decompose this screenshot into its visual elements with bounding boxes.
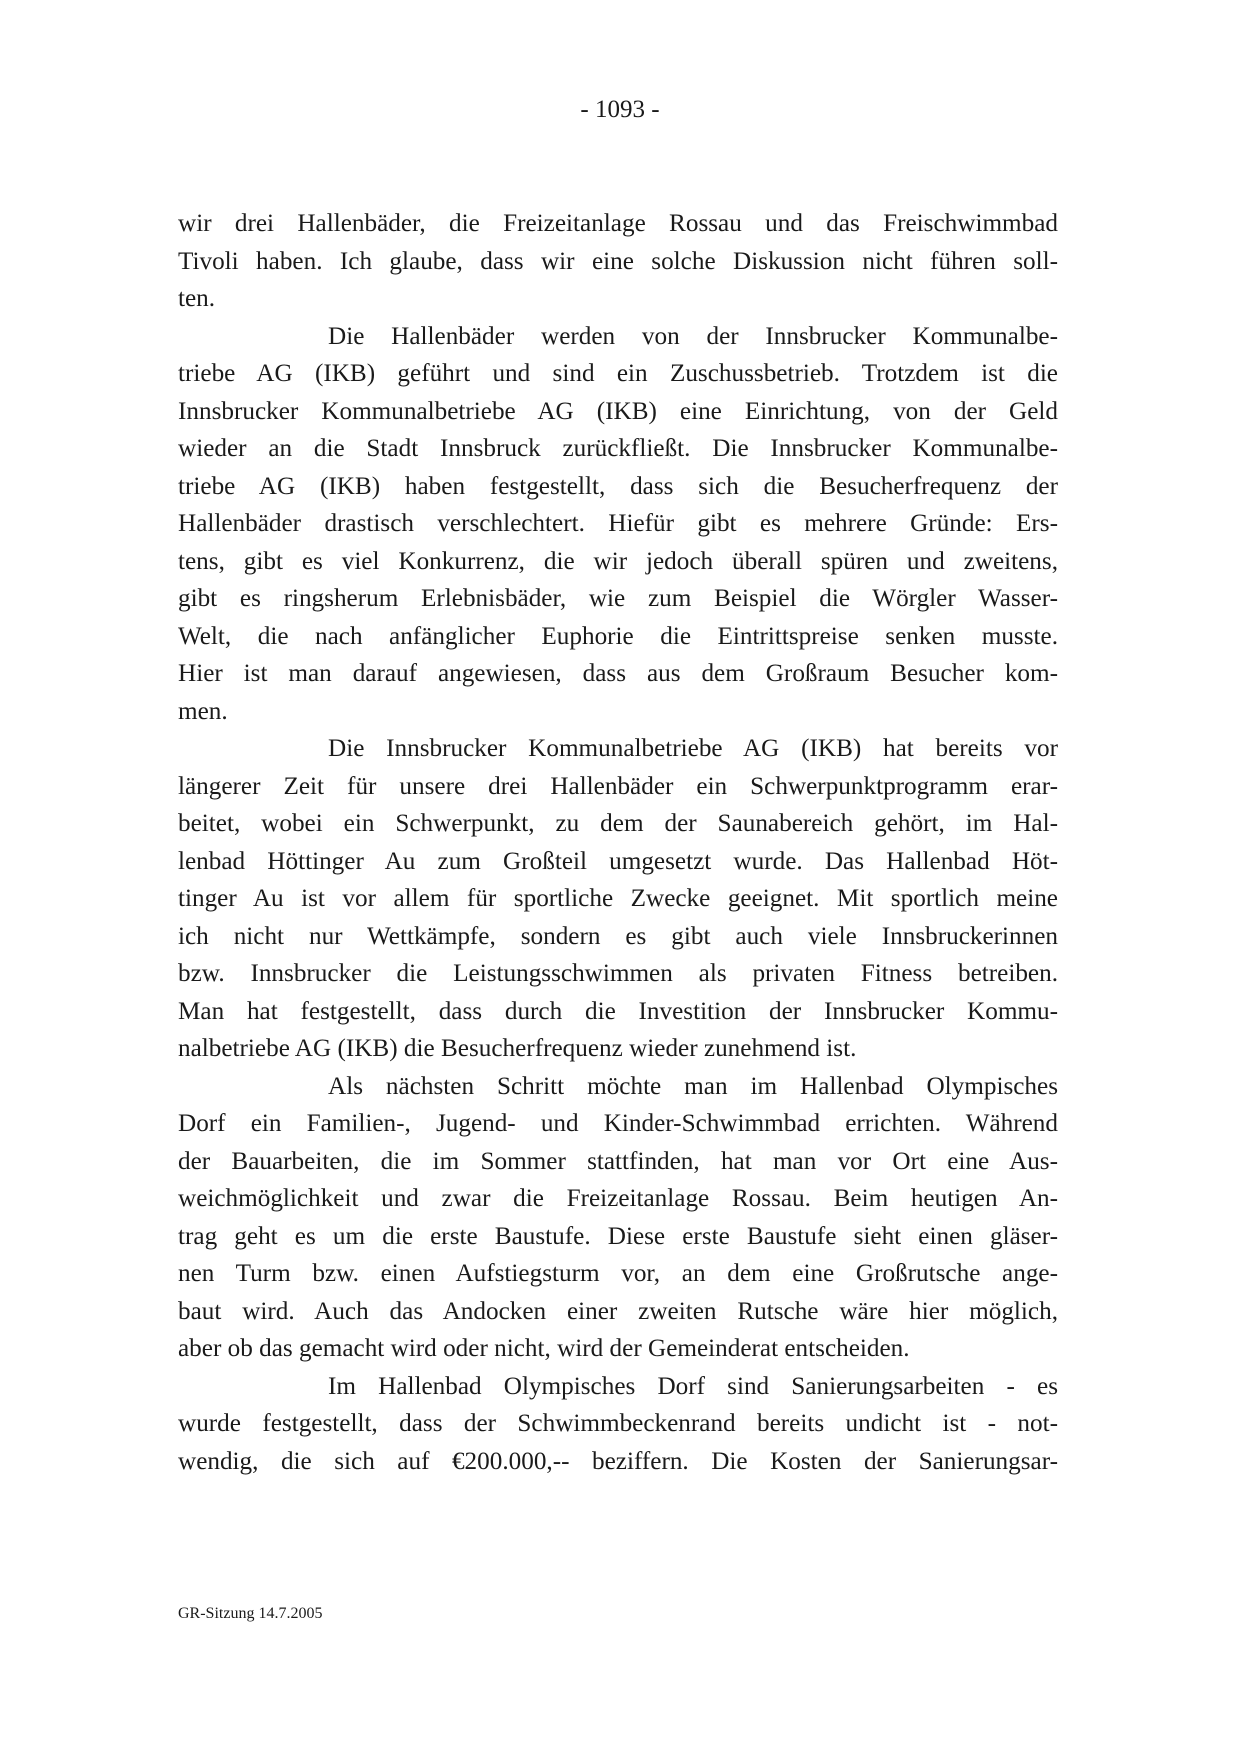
text-line: baut wird. Auch das Andocken einer zweiten Rutsche wäre hier möglich, (178, 1297, 1058, 1325)
text-line: beitet, wobei ein Schwerpunkt, zu dem der Saunabereich gehört, im Hal- (178, 810, 1058, 837)
text-line: der Bauarbeiten, die im Sommer stattfinden, hat man vor Ort eine Aus- (178, 1147, 1058, 1175)
text-line: Tivoli haben. Ich glaube, dass wir eine solche Diskussion nicht führen soll- (178, 247, 1058, 275)
text-line: Innsbrucker Kommunalbetriebe AG (IKB) eine Einrichtung, von der Geld (178, 397, 1058, 425)
text-line: weichmöglichkeit und zwar die Freizeitanlage Rossau. Beim heutigen An- (178, 1185, 1058, 1212)
text-line: tinger Au ist vor allem für sportliche Zwecke geeignet. Mit sportlich meine (178, 885, 1058, 912)
page-number: - 1093 - (580, 96, 660, 123)
text-line: wendig, die sich auf €200.000,-- beziffern. Die Kosten der Sanierungsar- (178, 1447, 1058, 1475)
text-line: nalbetriebe AG (IKB) die Besucherfrequenz wieder zunehmend ist. (178, 1035, 857, 1062)
text-line: lenbad Höttinger Au zum Großteil umgesetzt wurde. Das Hallenbad Höt- (178, 847, 1058, 875)
paragraph-first-line: Die Hallenbäder werden von der Innsbrucker Kommunalbe- (328, 322, 1058, 350)
text-line: wir drei Hallenbäder, die Freizeitanlage Rossau und das Freischwimmbad (178, 210, 1058, 237)
text-line: gibt es ringsherum Erlebnisbäder, wie zum Beispiel die Wörgler Wasser- (178, 585, 1058, 612)
text-line: wieder an die Stadt Innsbruck zurückfließt. Die Innsbrucker Kommunalbe- (178, 435, 1058, 462)
text-line: wurde festgestellt, dass der Schwimmbeckenrand bereits undicht ist - not- (178, 1410, 1058, 1437)
footer: GR-Sitzung 14.7.2005 (178, 1605, 323, 1622)
text-line: längerer Zeit für unsere drei Hallenbäder ein Schwerpunktprogramm erar- (178, 772, 1058, 800)
text-line: triebe AG (IKB) haben festgestellt, dass sich die Besucherfrequenz der (178, 472, 1058, 500)
text-line: bzw. Innsbrucker die Leistungsschwimmen als privaten Fitness betreiben. (178, 960, 1058, 987)
text-line: Hier ist man darauf angewiesen, dass aus dem Großraum Besucher kom- (178, 660, 1058, 687)
text-line: aber ob das gemacht wird oder nicht, wird der Gemeinderat entscheiden. (178, 1335, 910, 1362)
text-line: nen Turm bzw. einen Aufstiegsturm vor, an dem eine Großrutsche ange- (178, 1260, 1058, 1287)
body-text (178, 205, 1058, 1480)
text-line: trag geht es um die erste Baustufe. Diese erste Baustufe sieht einen gläser- (178, 1222, 1058, 1250)
text-line: Man hat festgestellt, dass durch die Investition der Innsbrucker Kommu- (178, 997, 1058, 1025)
text-line: ten. (178, 285, 216, 312)
text-line: ich nicht nur Wettkämpfe, sondern es gibt auch viele Innsbruckerinnen (178, 922, 1058, 950)
paragraph-first-line: Als nächsten Schritt möchte man im Hallenbad Olympisches (328, 1072, 1058, 1100)
paragraph-first-line: Die Innsbrucker Kommunalbetriebe AG (IKB) hat bereits vor (328, 735, 1058, 762)
paragraph-first-line: Im Hallenbad Olympisches Dorf sind Sanierungsarbeiten - es (328, 1372, 1058, 1400)
text-line: Dorf ein Familien-, Jugend- und Kinder-Schwimmbad errichten. Während (178, 1110, 1058, 1137)
text-line: men. (178, 697, 228, 725)
text-line: Hallenbäder drastisch verschlechtert. Hiefür gibt es mehrere Gründe: Ers- (178, 510, 1058, 537)
text-line: tens, gibt es viel Konkurrenz, die wir jedoch überall spüren und zweitens, (178, 547, 1058, 575)
text-line: triebe AG (IKB) geführt und sind ein Zuschussbetrieb. Trotzdem ist die (178, 360, 1058, 387)
text-line: Welt, die nach anfänglicher Euphorie die Eintrittspreise senken musste. (178, 622, 1058, 650)
